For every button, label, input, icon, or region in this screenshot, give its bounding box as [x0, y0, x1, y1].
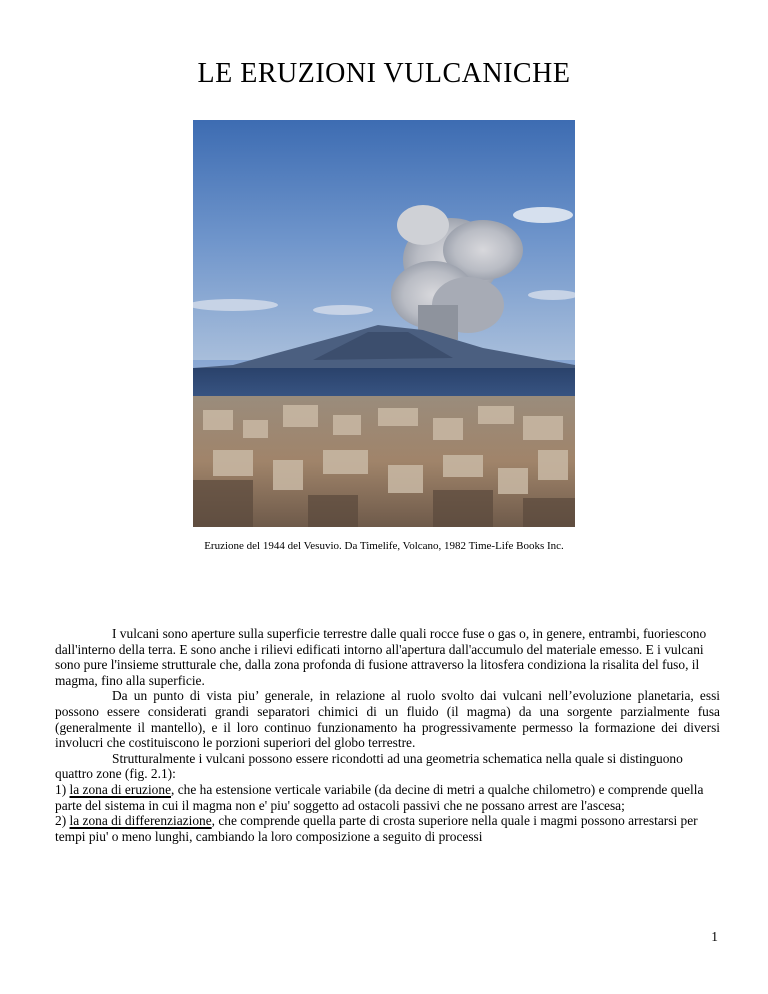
figure-caption: Eruzione del 1944 del Vesuvio. Da Timelife, Volcano, 1982 Time-Life Books Inc. — [204, 540, 564, 552]
list-item-1-prefix: 1) — [55, 781, 70, 797]
list-item-2-prefix: 2) — [55, 813, 70, 829]
list-item-2-text: , che comprende quella parte di crosta superiore nella quale i magmi possono arrestarsi per tempi piu' o meno lunghi, cambiando la loro composizione a seguito di processi — [55, 813, 698, 844]
page-number: 1 — [711, 929, 718, 944]
vesuvius-eruption-photo — [193, 120, 575, 527]
list-item-2 — [55, 813, 720, 844]
paragraph-3: Strutturalmente i vulcani possono essere ricondotti ad una geometria schematica nella quale si distinguono quattro zone (fig. 2.1): — [55, 750, 683, 782]
body-text — [55, 626, 720, 844]
photo-illustration — [193, 120, 575, 527]
list-item-1-text: , che ha estensione verticale variabile (da decine di metri a qualche chilometro) e comprende quella parte del sistema in cui il magma non e' piu' soggetto ad ostacoli passivi che ne possano arrest are l'ascesa; — [55, 781, 704, 813]
list-item-2-term: la zona di differenziazione — [69, 813, 212, 829]
document-title: LE ERUZIONI VULCANICHE — [197, 58, 571, 89]
list-item-1 — [55, 782, 720, 813]
paragraph-2: Da un punto di vista piu’ generale, in relazione al ruolo svolto dai vulcani nell’evoluzione planetaria, essi possono essere considerati grandi separatori chimici di un fluido (il magma) da una sorgente parzialmente fusa (generalmente il mantello), e il loro continuo funzionamento ha progressivamente permesso la formazione dei diversi involucri che costituiscono le porzioni superiori del globo terrestre. — [55, 688, 720, 751]
list-item-1-term: la zona di eruzione — [69, 781, 172, 797]
paragraph-1: I vulcani sono aperture sulla superficie terrestre dalle quali rocce fuse o gas o, in genere, entrambi, fuoriescono dall'interno della terra. E sono anche i rilievi edificati intorno all'apertura dall'accumulo del materiale emesso. E i vulcani sono pure l'insieme strutturale che, dalla zona profonda di fusione attraverso la litosfera condiziona la risalita del fuso, il magma, fino alla superficie. — [55, 626, 707, 688]
